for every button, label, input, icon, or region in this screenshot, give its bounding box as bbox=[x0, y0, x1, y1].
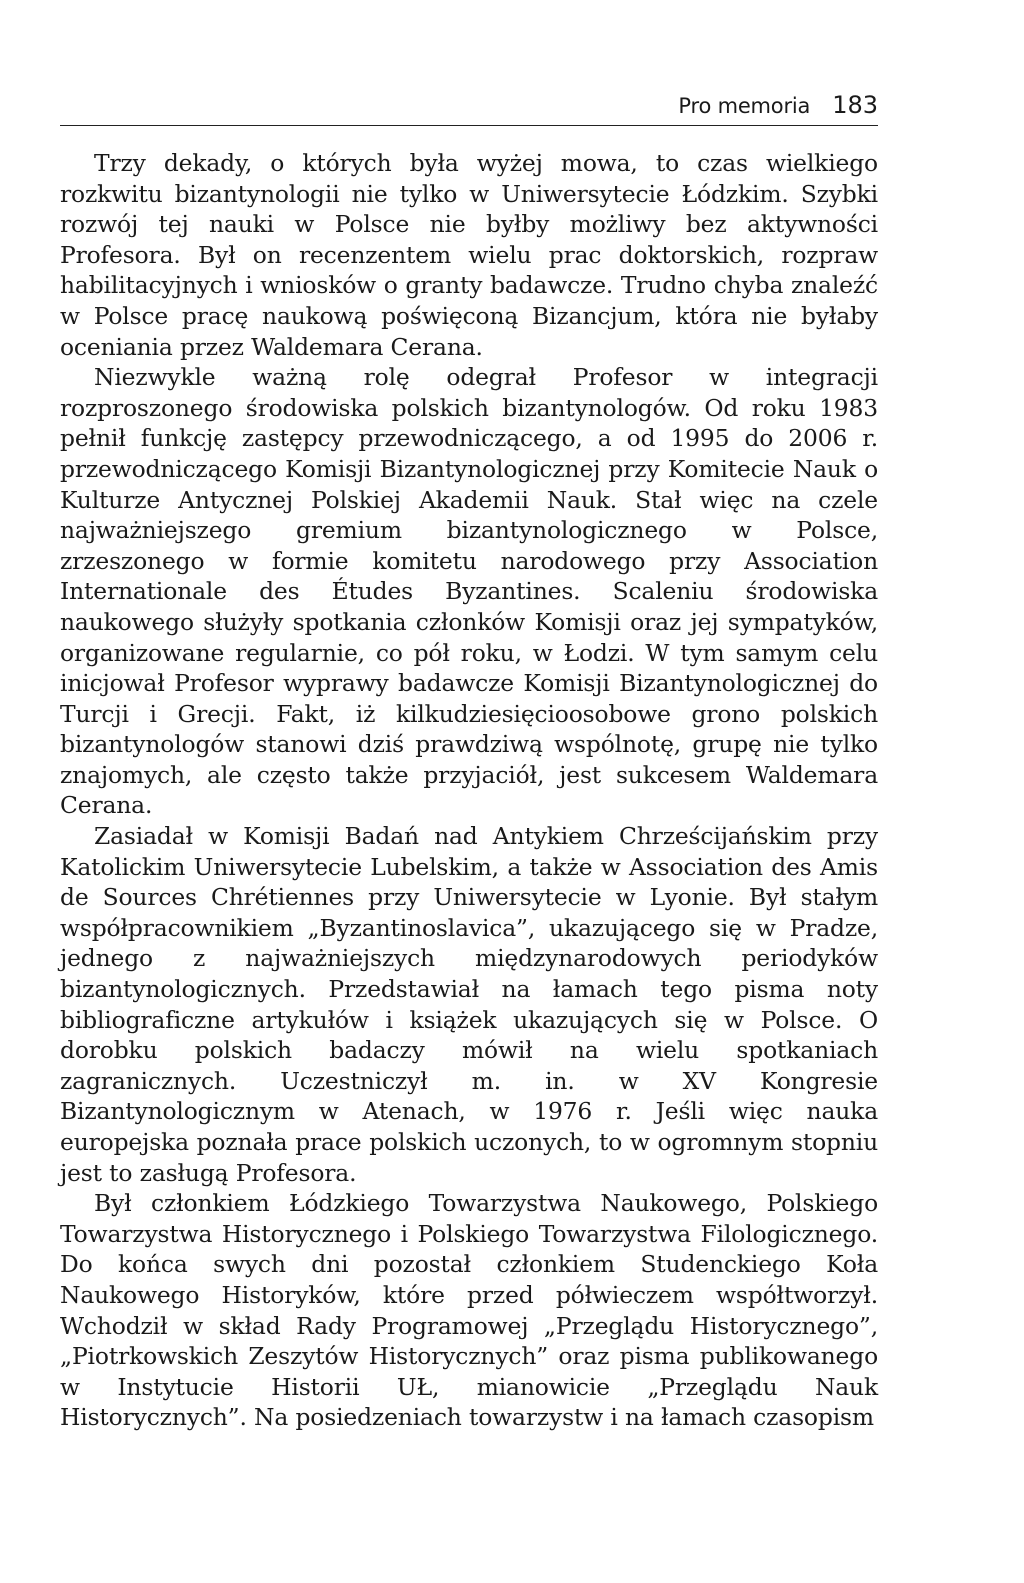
paragraph-1: Trzy dekady, o których była wyżej mowa, to czas wielkiego rozkwitu bizantynologii nie tylko w Uniwersytecie Łódzkim. Szybki rozwój tej nauki w Polsce nie byłby możliwy bez aktywności Profesora. Był on recenzentem wielu prac doktorskich, rozpraw habilitacyjnych i wniosków o granty badawcze. Trudno chyba znaleźć w Polsce pracę naukową poświęconą Bizancjum, która nie byłaby oceniania przez Waldemara Cerana. bbox=[60, 149, 878, 361]
paragraph-3: Zasiadał w Komisji Badań nad Antykiem Chrześcijańskim przy Katolickim Uniwersytecie Lubelskim, a także w Association des Amis de Sources Chrétiennes przy Uniwersytecie w Lyonie. Był stałym współpracownikiem „Byzantinoslavica”, ukazującego się w Pradze, jednego z najważniejszych międzynarodowych periodyków bizantynologicznych. Przedstawiał na łamach tego pisma noty bibliograficzne artykułów i książek ukazujących się w Polsce. O dorobku polskich badaczy mówił na wielu spotkaniach zagranicznych. Uczestniczył m. in. w XV Kongresie Bizantynologicznym w Atenach, w 1976 r. Jeśli więc nauka europejska poznała prace polskich uczonych, to w ogromnym stopniu jest to zasługą Profesora. bbox=[60, 822, 878, 1187]
section-title: Pro memoria bbox=[678, 94, 811, 118]
paragraph-4: Był członkiem Łódzkiego Towarzystwa Naukowego, Polskiego Towarzystwa Historycznego i Polskiego Towarzystwa Filologicznego. Do końca swych dni pozostał członkiem Studenckiego Koła Naukowego Historyków, które przed półwieczem współtworzył. Wchodził w skład Rady Programowej „Przeglądu Historycznego”, „Piotrkowskich Zeszytów Historycznych” oraz pisma publikowanego w Instytucie Historii UŁ, mianowicie „Przeglądu Nauk Historycznych”. Na posiedzeniach towarzystw i na łamach czasopism bbox=[60, 1189, 878, 1432]
body-text bbox=[60, 148, 878, 1433]
page-number: 183 bbox=[832, 91, 878, 119]
book-page bbox=[60, 90, 878, 1433]
running-head bbox=[60, 90, 878, 126]
paragraph-2: Niezwykle ważną rolę odegrał Profesor w integracji rozproszonego środowiska polskich bizantynologów. Od roku 1983 pełnił funkcję zastępcy przewodniczącego, a od 1995 do 2006 r. przewodniczącego Komisji Bizantynologicznej przy Komitecie Nauk o Kulturze Antycznej Polskiej Akademii Nauk. Stał więc na czele najważniejszego gremium bizantynologicznego w Polsce, zrzeszonego w formie komitetu narodowego przy Association Internationale des Études Byzantines. Scaleniu środowiska naukowego służyły spotkania członków Komisji oraz jej sympatyków, organizowane regularnie, co pół roku, w Łodzi. W tym samym celu inicjował Profesor wyprawy badawcze Komisji Bizantynologicznej do Turcji i Grecji. Fakt, iż kilkudziesięcioosobowe grono polskich bizantynologów stanowi dziś prawdziwą wspólnotę, grupę nie tylko znajomych, ale często także przyjaciół, jest sukcesem Waldemara Cerana. bbox=[60, 363, 878, 820]
